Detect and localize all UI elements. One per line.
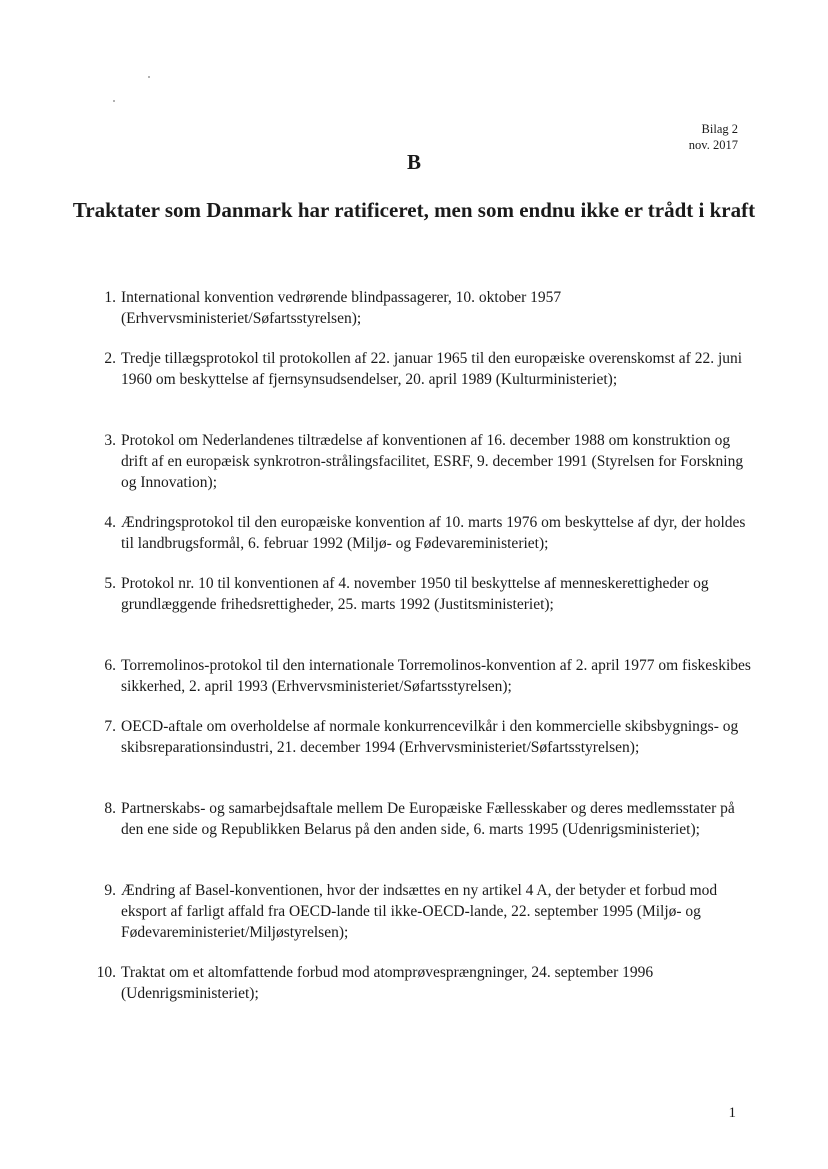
item-number: 5.	[104, 575, 116, 592]
item-number: 6.	[104, 657, 116, 674]
item-text: Protokol om Nederlandenes tiltrædelse af konventionen af 16. december 1988 om konstruktion og drift af en europæisk synkrotron-strålingsfacilitet, ESRF, 9. december 1991 (Styrelsen for Forskning og Innovation);	[121, 432, 744, 491]
list-item	[92, 962, 752, 1004]
list-item	[92, 655, 752, 697]
item-text: Protokol nr. 10 til konventionen af 4. november 1950 til beskyttelse af menneskerettigheder og grundlæggende frihedsrettigheder, 25. marts 1992 (Justitsministeriet);	[121, 575, 709, 613]
list-item	[92, 348, 752, 390]
item-text: Traktat om et altomfattende forbud mod atomprøvesprængninger, 24. september 1996 (Udenrigsministeriet);	[121, 964, 654, 1002]
list-item	[92, 430, 752, 493]
item-number: 8.	[104, 800, 116, 817]
document-date: nov. 2017	[688, 138, 738, 152]
header-info	[689, 121, 738, 153]
list-item	[92, 716, 752, 758]
list-item	[92, 287, 752, 329]
item-text: Partnerskabs- og samarbejdsaftale mellem De Europæiske Fællesskaber og deres medlemsstater på den ene side og Republikken Belarus på den anden side, 6. marts 1995 (Udenrigsministeriet);	[121, 800, 735, 838]
item-number: 1.	[104, 289, 116, 306]
item-text: Torremolinos-protokol til den internationale Torremolinos-konvention af 2. april 1977 om fiskeskibes sikkerhed, 2. april 1993 (Erhvervsministeriet/Søfartsstyrelsen);	[121, 657, 751, 695]
scan-speck	[148, 76, 150, 78]
item-number: 4.	[104, 514, 116, 531]
page-number: 1	[728, 1105, 736, 1121]
annex-label: Bilag 2	[701, 122, 738, 136]
list-item	[92, 880, 752, 943]
scan-speck	[113, 100, 115, 102]
list-item	[92, 573, 752, 615]
section-letter: B	[406, 150, 421, 174]
document-title: Traktater som Danmark har ratificeret, men som endnu ikke er trådt i kraft	[72, 198, 756, 222]
item-number: 9.	[104, 882, 116, 899]
item-number: 3.	[104, 432, 116, 449]
item-text: Tredje tillægsprotokol til protokollen af 22. januar 1965 til den europæiske overenskomst af 22. juni 1960 om beskyttelse af fjernsynsudsendelser, 20. april 1989 (Kulturministeriet);	[121, 350, 743, 388]
item-text: International konvention vedrørende blindpassagerer, 10. oktober 1957 (Erhvervsministeriet/Søfartsstyrelsen);	[121, 289, 562, 327]
list-item	[92, 512, 752, 554]
item-text: Ændring af Basel-konventionen, hvor der indsættes en ny artikel 4 A, der betyder et forbud mod eksport af farligt affald fra OECD-lande til ikke-OECD-lande, 22. september 1995 (Miljø- og Fødevareministeriet/Miljøstyrelsen);	[121, 882, 718, 941]
item-number: 7.	[104, 718, 116, 735]
item-text: Ændringsprotokol til den europæiske konvention af 10. marts 1976 om beskyttelse af dyr, der holdes til landbrugsformål, 6. februar 1992 (Miljø- og Fødevareministeriet);	[121, 514, 746, 552]
item-text: OECD-aftale om overholdelse af normale konkurrencevilkår i den kommercielle skibsbygnings- og skibsreparationsindustri, 21. december 1994 (Erhvervsministeriet/Søfartsstyrelsen);	[121, 718, 739, 756]
list-item	[92, 798, 752, 840]
item-number: 2.	[104, 350, 116, 367]
item-number: 10.	[96, 964, 116, 981]
